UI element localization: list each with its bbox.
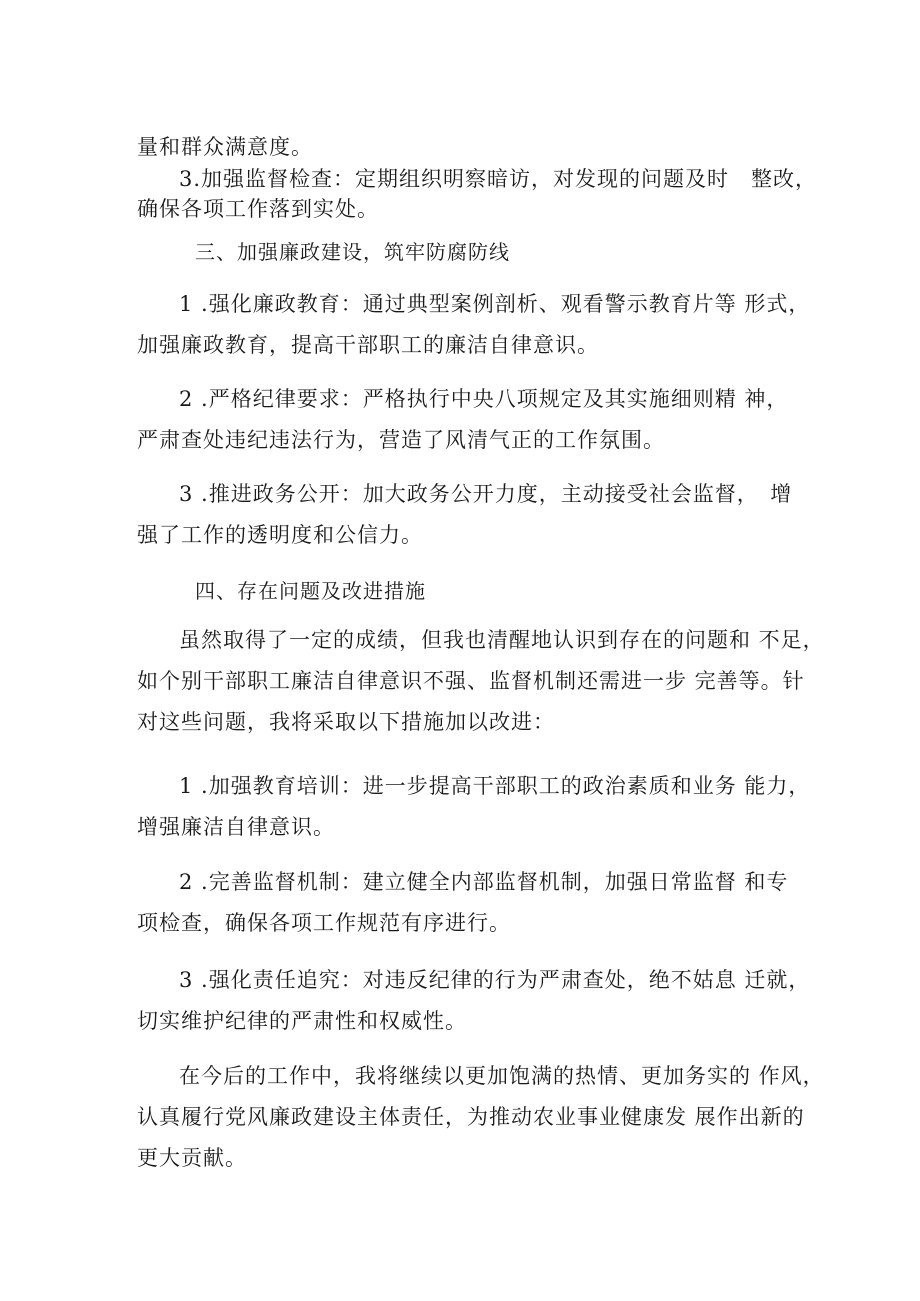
paragraph-problems	[137, 620, 825, 743]
text-line: 严肃查处违纪违法行为，营造了风清气正的工作氛围。	[137, 428, 665, 452]
paragraph-closing	[137, 1056, 825, 1179]
text-line: 项检查，确保各项工作规范有序进行。	[137, 911, 511, 935]
text-line: 对这些问题，我将采取以下措施加以改进：	[137, 710, 555, 734]
text-line: 强了工作的透明度和公信力。	[137, 523, 423, 547]
text-line: 3 .推进政务公开：加大政务公开力度，主动接受社会监督， 增	[179, 482, 793, 506]
text-line: 在今后的工作中，我将继续以更加饱满的热情、更加务实的 作风，	[179, 1064, 825, 1088]
paragraph-continuation	[137, 132, 807, 162]
paragraph-supervision-check	[137, 164, 818, 224]
text-line: 1 .加强教育培训：进一步提高干部职工的政治素质和业务 能力，	[179, 774, 811, 798]
text-line: 加强廉政教育，提高干部职工的廉洁自律意识。	[137, 333, 599, 357]
text-line: 2 .严格纪律要求：严格执行中央八项规定及其实施细则精 神，	[179, 387, 789, 411]
text-line: 2 .完善监督机制：建立健全内部监督机制，加强日常监督 和专	[179, 870, 789, 894]
section-heading-problems: 四、存在问题及改进措施	[195, 579, 426, 603]
text-line: 1 .强化廉政教育：通过典型案例剖析、观看警示教育片等 形式，	[179, 292, 811, 316]
paragraph-discipline	[137, 379, 807, 461]
text-line: 如个别干部职工廉洁自律意识不强、监督机制还需进一步 完善等。针	[137, 669, 805, 693]
text-line: 更大贡献。	[137, 1146, 247, 1170]
text-line: 增强廉洁自律意识。	[137, 815, 335, 839]
text-line: 认真履行党风廉政建设主体责任，为推动农业事业健康发 展作出新的	[137, 1105, 805, 1129]
text-line: 3 .强化责任追究：对违反纪律的行为严肃查处，绝不姑息 迁就，	[179, 968, 811, 992]
paragraph-transparency	[137, 474, 807, 556]
text-line: 3.加强监督检查：定期组织明察暗访，对发现的问题及时 整改，	[179, 167, 818, 191]
paragraph-integrity-education	[137, 284, 811, 366]
text-line: 量和群众满意度。	[137, 135, 313, 159]
paragraph-training	[137, 766, 811, 848]
paragraph-accountability	[137, 960, 811, 1042]
text-line: 确保各项工作落到实处。	[137, 197, 379, 221]
paragraph-supervision-mechanism	[137, 862, 807, 944]
text-line: 虽然取得了一定的成绩，但我也清醒地认识到存在的问题和 不足，	[179, 628, 825, 652]
section-heading-integrity: 三、加强廉政建设，筑牢防腐防线	[195, 240, 510, 264]
text-line: 切实维护纪律的严肃性和权威性。	[137, 1009, 467, 1033]
